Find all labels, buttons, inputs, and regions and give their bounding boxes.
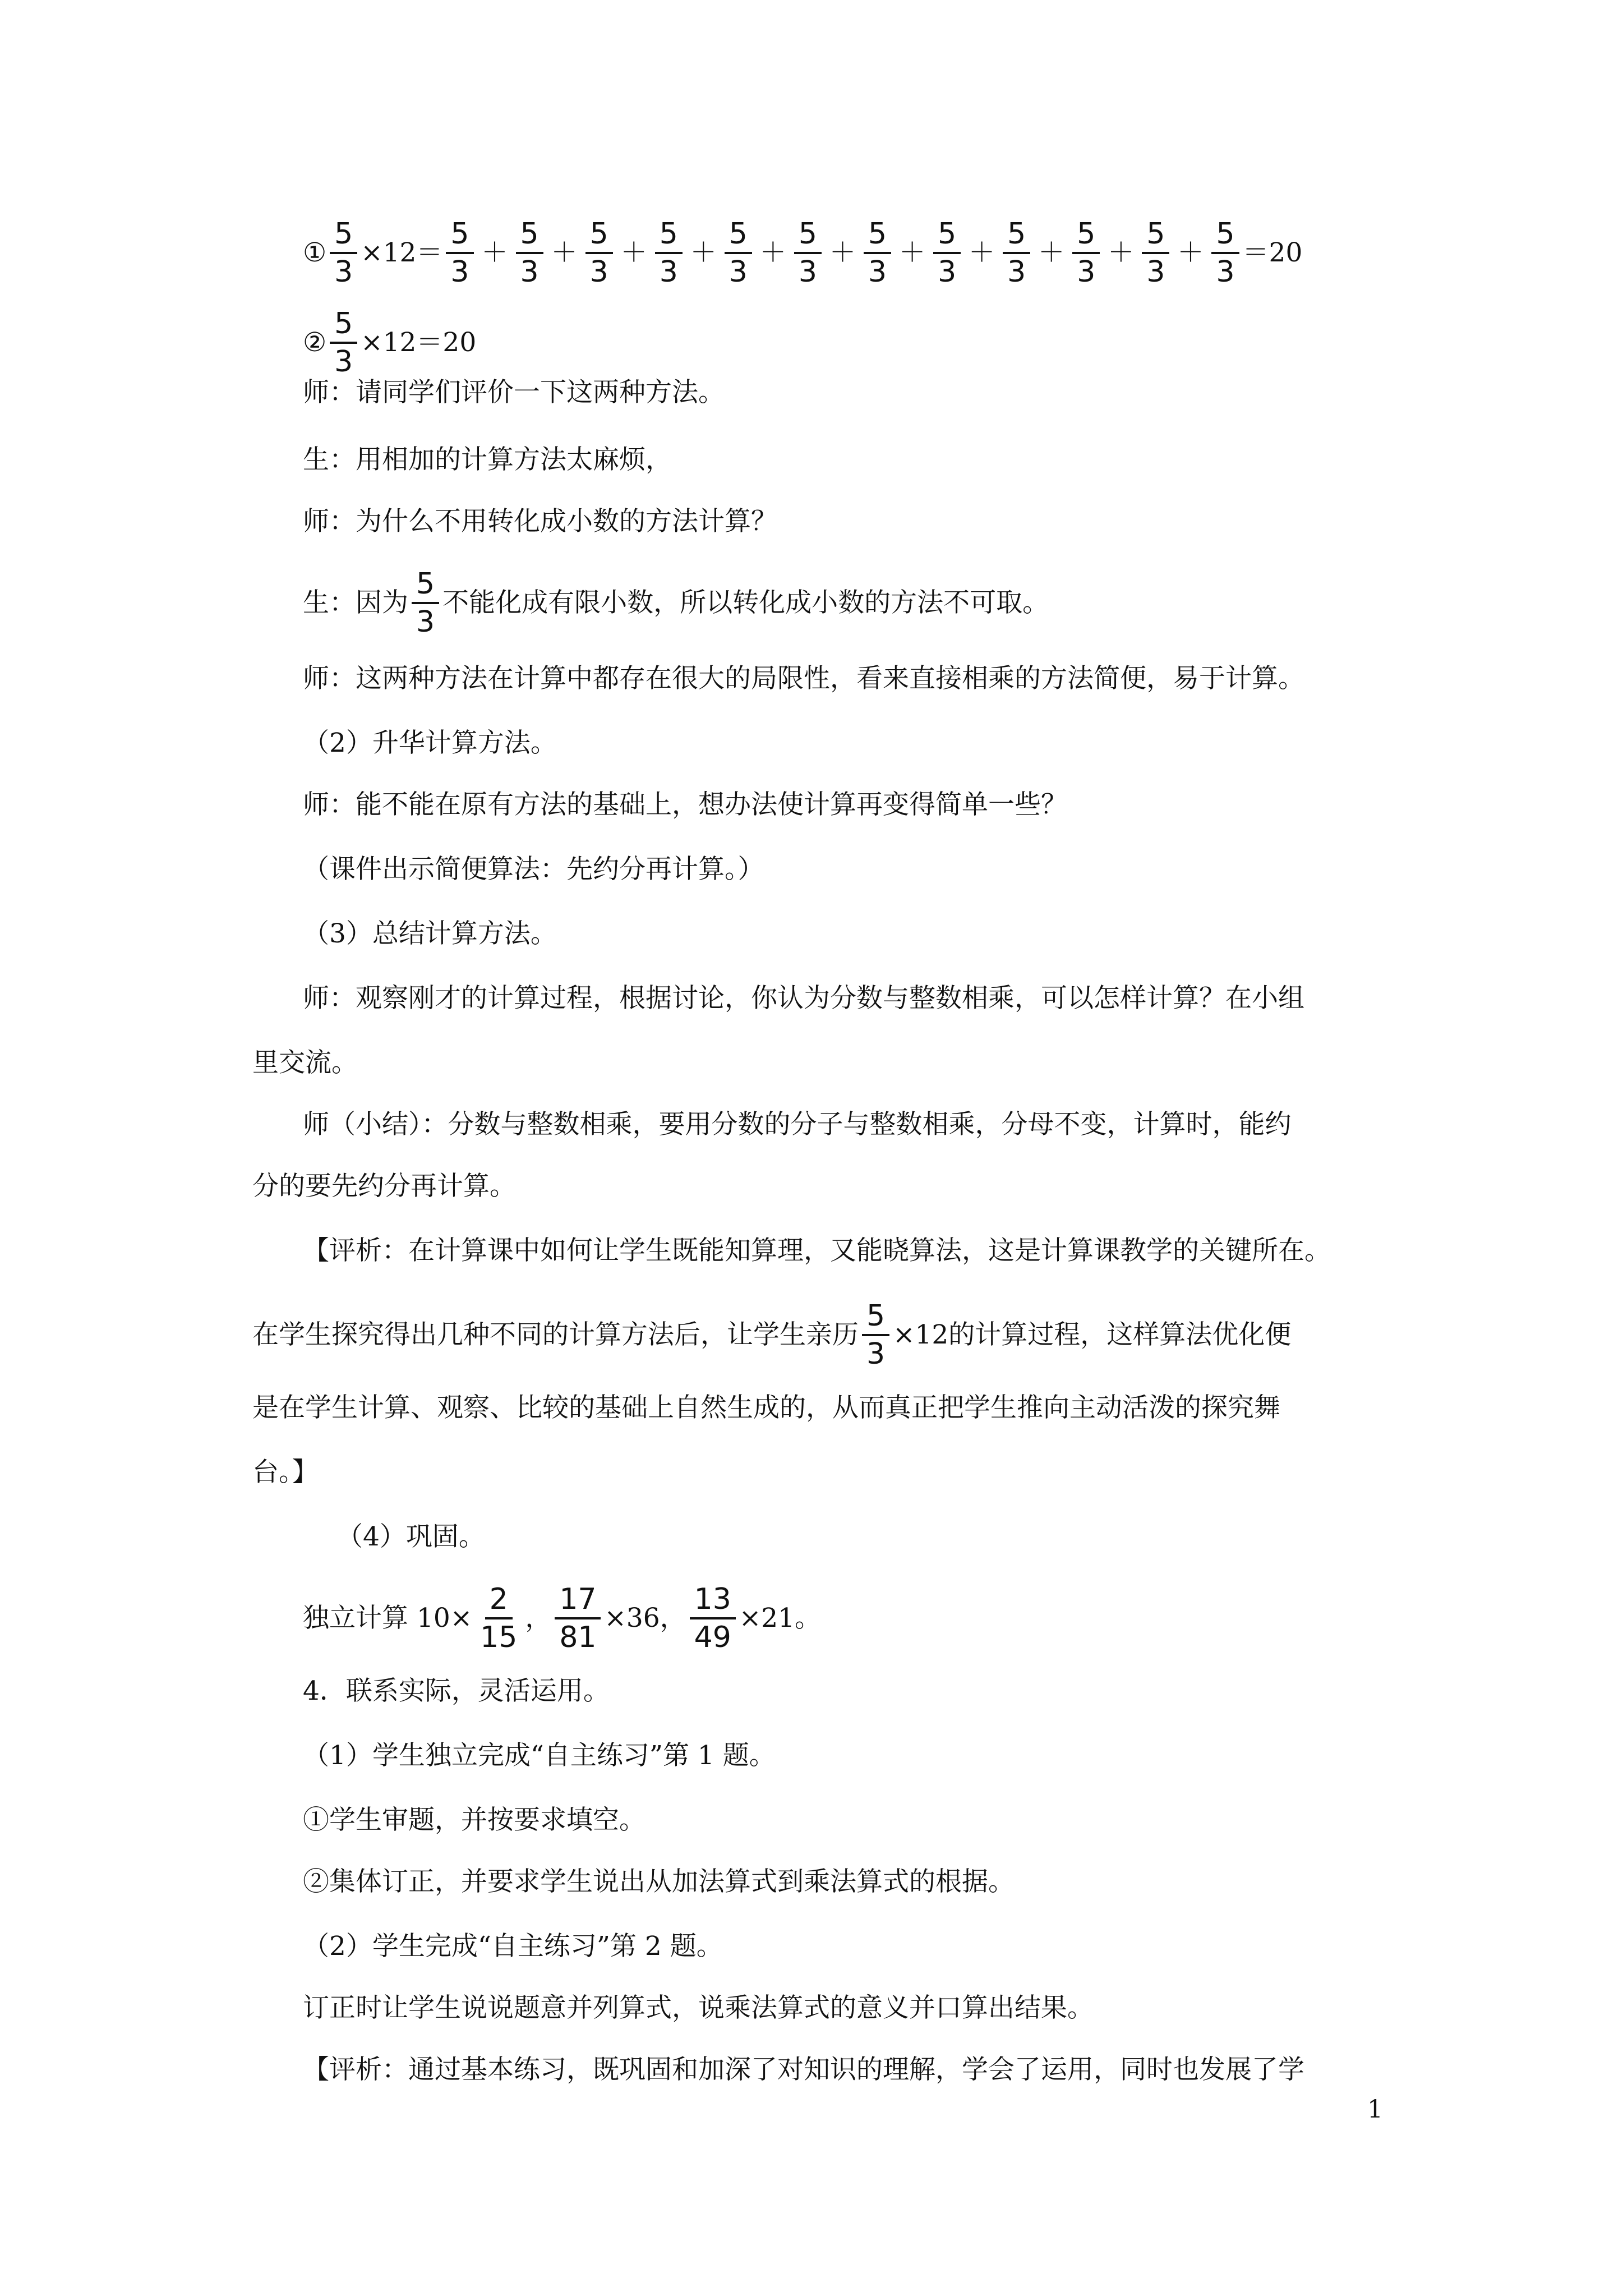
fraction-numerator: 5 xyxy=(1142,216,1169,254)
paragraph: （4）巩固。 xyxy=(336,1521,485,1552)
fraction-denominator: 3 xyxy=(520,255,539,289)
text-before: 在学生探究得出几种不同的计算方法后，让学生亲历 xyxy=(252,1319,859,1350)
fraction xyxy=(725,216,752,290)
paragraph: 师：观察刚才的计算过程，根据讨论，你认为分数与整数相乘，可以怎样计算？在小组 xyxy=(303,983,1304,1014)
plus-sign: ＋ xyxy=(759,237,786,268)
fraction-numerator: 2 xyxy=(485,1581,513,1619)
paragraph: 师：能不能在原有方法的基础上，想办法使计算再变得简单一些？ xyxy=(303,789,1067,820)
fraction-denominator: 3 xyxy=(1146,255,1165,289)
paragraph: 师：为什么不用转化成小数的方法计算？ xyxy=(303,506,777,537)
fraction xyxy=(933,216,961,290)
plus-sign: ＋ xyxy=(899,237,926,268)
fraction-denominator: 3 xyxy=(1216,255,1235,289)
paragraph: （2）学生完成“自主练习”第 2 题。 xyxy=(303,1931,723,1962)
fraction-denominator: 3 xyxy=(416,605,435,639)
fraction-numerator: 5 xyxy=(1211,216,1239,254)
fraction xyxy=(1211,216,1239,290)
paragraph: 师：请同学们评价一下这两种方法。 xyxy=(303,377,725,408)
fraction xyxy=(864,216,891,290)
fraction-numerator: 5 xyxy=(412,566,439,604)
fraction-numerator: 5 xyxy=(794,216,822,254)
fraction xyxy=(1072,216,1100,290)
text-before: 生：因为 xyxy=(303,587,408,618)
paragraph: 师（小结）：分数与整数相乘，要用分数的分子与整数相乘，分母不变，计算时，能约 xyxy=(303,1109,1292,1140)
fraction-numerator: 5 xyxy=(864,216,891,254)
paragraph: 里交流。 xyxy=(252,1047,358,1078)
fraction xyxy=(862,1298,889,1372)
paragraph: （课件出示简便算法：先约分再计算。） xyxy=(303,854,764,885)
fraction-numerator: 5 xyxy=(330,216,357,254)
fraction-denominator: 3 xyxy=(798,255,817,289)
fraction-numerator: 5 xyxy=(862,1298,889,1336)
fraction xyxy=(476,1581,522,1655)
plus-sign: ＋ xyxy=(1108,237,1135,268)
plus-sign: ＋ xyxy=(551,237,578,268)
fraction-numerator: 5 xyxy=(725,216,752,254)
plus-sign: ＋ xyxy=(969,237,995,268)
paragraph-with-fraction xyxy=(252,1299,1346,1372)
paragraph: 台。】 xyxy=(252,1457,319,1488)
times-12-equals-20: ×12＝20 xyxy=(361,327,477,358)
fraction-numerator: 13 xyxy=(690,1581,736,1619)
fraction xyxy=(516,216,543,290)
circled-label-1: ① xyxy=(303,237,327,268)
fraction-numerator: 5 xyxy=(1072,216,1100,254)
fraction xyxy=(330,306,357,380)
text-after: ×12的计算过程，这样算法优化便 xyxy=(893,1319,1292,1350)
fraction-denominator: 15 xyxy=(480,1621,518,1654)
fraction-denominator: 49 xyxy=(694,1621,731,1654)
fraction-numerator: 5 xyxy=(933,216,961,254)
fraction-numerator: 5 xyxy=(516,216,543,254)
fraction xyxy=(585,216,613,290)
equation-line-1 xyxy=(303,216,1396,290)
paragraph: ①学生审题，并按要求填空。 xyxy=(303,1805,645,1835)
fraction-denominator: 3 xyxy=(659,255,678,289)
equals-20: ＝20 xyxy=(1242,237,1303,268)
fraction xyxy=(794,216,822,290)
separator: ， xyxy=(525,1603,552,1634)
equation-line-2 xyxy=(303,306,1396,380)
paragraph: （2）升华计算方法。 xyxy=(303,728,557,758)
paragraph: 师：这两种方法在计算中都存在很大的局限性，看来直接相乘的方法简便，易于计算。 xyxy=(303,663,1304,694)
fraction-numerator: 5 xyxy=(1003,216,1030,254)
fraction xyxy=(446,216,473,290)
circled-label-2: ② xyxy=(303,327,327,358)
paragraph: 生：用相加的计算方法太麻烦， xyxy=(303,444,672,475)
fraction-numerator: 5 xyxy=(655,216,683,254)
fraction-denominator: 3 xyxy=(728,255,748,289)
paragraph: 分的要先约分再计算。 xyxy=(252,1171,516,1202)
paragraph-with-fraction xyxy=(303,567,1396,639)
page-number: 1 xyxy=(1367,2095,1383,2124)
paragraph: ②集体订正，并要求学生说出从加法算式到乘法算式的根据。 xyxy=(303,1866,1015,1897)
fraction xyxy=(555,1581,601,1655)
plus-sign: ＋ xyxy=(690,237,717,268)
paragraph: （1）学生独立完成“自主练习”第 1 题。 xyxy=(303,1740,776,1771)
paragraph: 【评析：通过基本练习，既巩固和加深了对知识的理解，学会了运用，同时也发展了学 xyxy=(303,2054,1304,2085)
fraction-numerator: 5 xyxy=(330,306,357,344)
text-before: 独立计算 10× xyxy=(303,1603,473,1634)
text-after: 不能化成有限小数，所以转化成小数的方法不可取。 xyxy=(442,587,1049,618)
paragraph: 4．联系实际，灵活运用。 xyxy=(303,1676,610,1706)
plus-sign: ＋ xyxy=(481,237,508,268)
plus-sign: ＋ xyxy=(1038,237,1065,268)
fraction-denominator: 3 xyxy=(866,1337,886,1371)
paragraph: （3）总结计算方法。 xyxy=(303,918,557,949)
fraction-denominator: 3 xyxy=(450,255,469,289)
paragraph-with-fractions xyxy=(303,1582,1396,1655)
text-end: ×21。 xyxy=(739,1603,822,1634)
fraction-denominator: 3 xyxy=(938,255,957,289)
text-middle: ×36， xyxy=(604,1603,686,1634)
plus-sign: ＋ xyxy=(1177,237,1204,268)
fraction-denominator: 3 xyxy=(334,345,353,379)
fraction xyxy=(412,566,439,640)
fraction xyxy=(1142,216,1169,290)
fraction-denominator: 3 xyxy=(1077,255,1096,289)
fraction xyxy=(655,216,683,290)
fraction xyxy=(330,216,357,290)
fraction xyxy=(690,1581,736,1655)
fraction-numerator: 5 xyxy=(585,216,613,254)
fraction-denominator: 3 xyxy=(868,255,887,289)
plus-sign: ＋ xyxy=(829,237,856,268)
sum-terms xyxy=(442,216,1242,290)
fraction-numerator: 17 xyxy=(555,1581,601,1619)
fraction-denominator: 3 xyxy=(589,255,608,289)
fraction-denominator: 3 xyxy=(1007,255,1026,289)
plus-sign: ＋ xyxy=(620,237,647,268)
fraction-numerator: 5 xyxy=(446,216,473,254)
times-12-equals: ×12＝ xyxy=(361,237,443,268)
paragraph: 【评析：在计算课中如何让学生既能知算理，又能晓算法，这是计算课教学的关键所在。 xyxy=(303,1235,1331,1266)
paragraph: 订正时让学生说说题意并列算式，说乘法算式的意义并口算出结果。 xyxy=(303,1993,1094,2023)
paragraph: 是在学生计算、观察、比较的基础上自然生成的，从而真正把学生推向主动活泼的探究舞 xyxy=(252,1392,1280,1423)
fraction xyxy=(1003,216,1030,290)
fraction-denominator: 3 xyxy=(334,255,353,289)
fraction-denominator: 81 xyxy=(559,1621,597,1654)
